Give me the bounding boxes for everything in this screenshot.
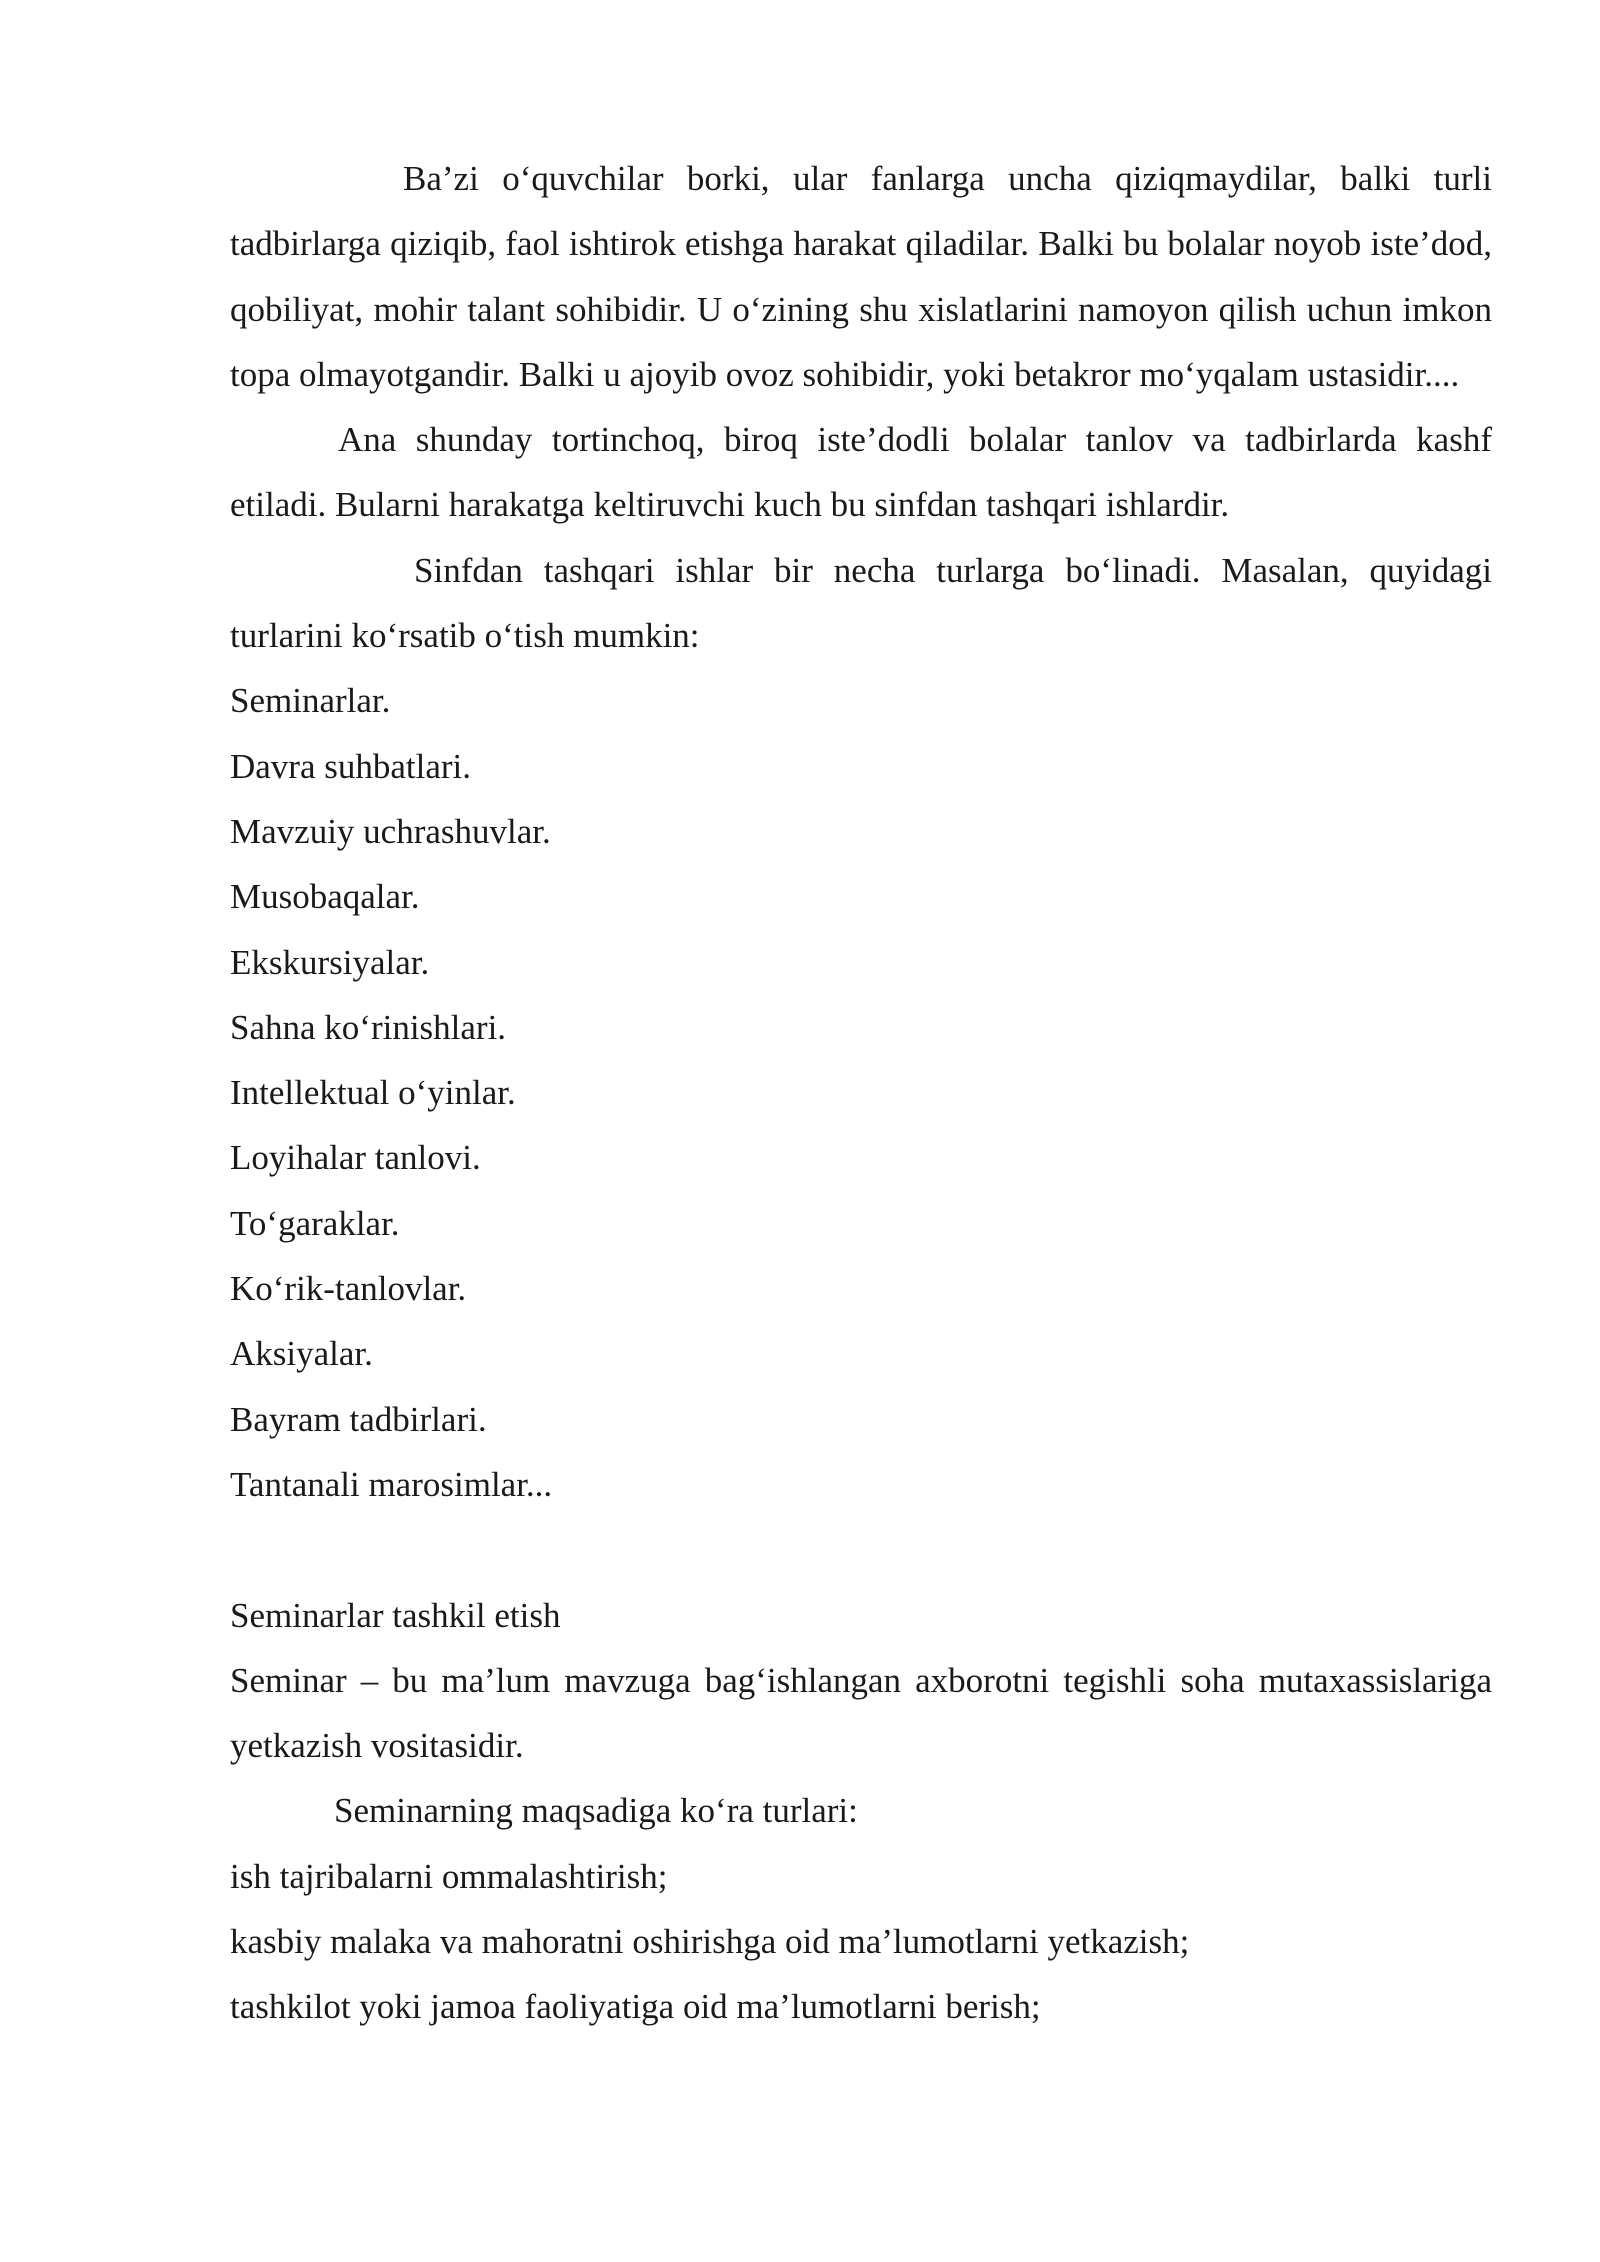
list-item: Aksiyalar. — [230, 1334, 373, 1374]
list-item: ish tajribalarni ommalashtirish; — [230, 1856, 668, 1896]
list-item: Tantanali marosimlar... — [230, 1464, 553, 1504]
list-item: Musobaqalar. — [230, 877, 420, 917]
list-item: Sahna ko‘rinishlari. — [230, 1007, 507, 1047]
seminar-definition: Seminar – bu ma’lum mavzuga bag‘ishlangan axborotni tegishli soha mutaxassislariga yetkazish vositasidir. — [230, 1660, 1492, 1766]
list-item: Bayram tadbirlari. — [230, 1399, 487, 1439]
seminar-types-intro: Seminarning maqsadiga ko‘ra turlari: — [334, 1791, 858, 1831]
activity-types-list — [230, 668, 1492, 1517]
second-paragraph: Ana shunday tortinchoq, biroq iste’dodli bolalar tanlov va tadbirlarda kashf etiladi. Bularni harakatga keltiruvchi kuch bu sinfdan tashqari ishlardir. — [230, 420, 1492, 525]
document-page — [230, 146, 1492, 2040]
list-item: kasbiy malaka va mahoratni oshirishga oid ma’lumotlarni yetkazish; — [230, 1922, 1190, 1962]
list-item: Loyihalar tanlovi. — [230, 1138, 481, 1178]
seminar-types-list — [230, 1844, 1492, 2040]
intro-paragraph: Ba’zi o‘quvchilar borki, ular fanlarga uncha qiziqmaydilar, balki turli tadbirlarga qiziqib, faol ishtirok etishga harakat qiladilar. Balki bu bolalar noyob iste’dod, qobiliyat, mohir talant sohibidir. U o‘zining shu xislatlarini namoyon qilish uchun imkon topa olmayotgandir. Balki u ajoyib ovoz sohibidir, yoki betakror mo‘yqalam ustasidir.... — [230, 159, 1492, 394]
list-item: Mavzuiy uchrashuvlar. — [230, 811, 551, 851]
list-item: Ekskursiyalar. — [230, 942, 430, 982]
list-item: Seminarlar. — [230, 681, 391, 721]
list-item: tashkilot yoki jamoa faoliyatiga oid ma’lumotlarni berish; — [230, 1987, 1041, 2027]
section-heading: Seminarlar tashkil etish — [230, 1595, 561, 1635]
list-item: Davra suhbatlari. — [230, 746, 472, 786]
third-paragraph: Sinfdan tashqari ishlar bir necha turlarga bo‘linadi. Masalan, quyidagi turlarini ko‘rsatib o‘tish mumkin: — [230, 550, 1492, 656]
blank-line — [230, 1517, 1492, 1582]
list-item: To‘garaklar. — [230, 1203, 400, 1243]
list-item: Ko‘rik-tanlovlar. — [230, 1269, 467, 1309]
list-item: Intellektual o‘yinlar. — [230, 1073, 516, 1113]
